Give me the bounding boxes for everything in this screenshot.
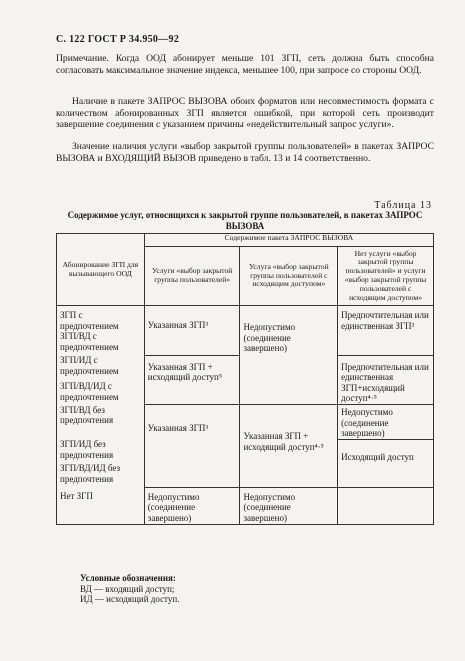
table-cell: Указанная ЗГП³ <box>144 405 240 488</box>
table-cell: Предпочтительная или единственная ЗГП³ <box>338 306 434 356</box>
body-paragraph-2: Значение наличия услуги «выбор закрытой группы пользователей» в пакетах ЗАПРОС ВЫЗОВА и ВХОДЯЩИЙ ВЫЗОВ приведено в табл. 13 и 14 соответственно. <box>56 141 434 164</box>
table-cell-empty <box>338 487 434 524</box>
table-cell: Указанная ЗГП + исходящий доступ⁴·⁵ <box>240 405 338 488</box>
table-row-header: ЗГП/ВД/ИД без предпочтения <box>57 463 145 487</box>
page-header: С. 122 ГОСТ Р 34.950—92 <box>56 34 180 45</box>
table-header-subscription: Абонирование ЗГП для вызывающего ООД <box>57 234 145 306</box>
table-row-header: ЗГП/ИД с предпочтением <box>57 355 145 381</box>
table-row-header: ЗГП/ВД с предпочтением <box>57 331 145 355</box>
table-cell: Недопустимо (соединение завершено) <box>240 487 338 524</box>
table-subheader-2: Услуга «выбор закрытой группы пользователей с исходящим доступом» <box>240 247 338 306</box>
legend-title: Условные обозначения: <box>80 573 176 583</box>
body-paragraph-1: Наличие в пакете ЗАПРОС ВЫЗОВА обоих форматов или несовместимость формата с количеством абонированных ЗГП является ошибкой, при которой сеть производит завершение соединения с указанием причины «недействительный запрос услуги». <box>56 96 434 131</box>
table-cell: Указанная ЗГП³ <box>144 306 240 356</box>
note-paragraph: Примечание. Когда ООД абонирует меньше 101 ЗГП, сеть должна быть способна согласовать максимальное значение индекса, меньшее 100, при запросе со стороны ООД. <box>56 53 434 76</box>
table-cell: Недопустимо (соединение завершено) <box>338 405 434 440</box>
table-row-header: ЗГП с предпочтением <box>57 306 145 332</box>
table-row-header: ЗГП/ВД без предпочтения <box>57 405 145 440</box>
table-row-header: Нет ЗГП <box>57 487 145 524</box>
table-cell: Указанная ЗГП + исходящий доступ⁵ <box>144 355 240 404</box>
table-header-group: Содержимое пакета ЗАПРОС ВЫЗОВА <box>144 234 433 247</box>
table-cell: Недопустимо (соединение завершено) <box>144 487 240 524</box>
table-subheader-1: Услуги «выбор закрытой группы пользователей» <box>144 247 240 306</box>
legend <box>80 573 179 605</box>
table-title: Содержимое услуг, относящихся к закрытой группе пользователей, в пакетах ЗАПРОС ВЫЗОВА <box>67 210 423 231</box>
table-subheader-3: Нет услуги «выбор закрытой группы пользователей» и услуги «выбор закрытой группы пользователей с исходящим доступом» <box>338 247 434 306</box>
legend-item: ВД — входящий доступ; <box>80 583 175 594</box>
table-cell: Исходящий доступ <box>338 439 434 487</box>
services-table <box>56 233 434 525</box>
table-cell: Недопустимо (соединение завершено) <box>240 306 338 405</box>
legend-item: ИД — исходящий доступ. <box>80 594 180 605</box>
table-caption: Таблица 13 <box>374 200 432 211</box>
table-row-header: ЗГП/ИД без предпочтения <box>57 439 145 463</box>
table-cell: Предпочтительная или единственная ЗГП+исходящий доступ⁴·⁵ <box>338 355 434 404</box>
table-row-header: ЗГП/ВД/ИД с предпочтением <box>57 381 145 405</box>
